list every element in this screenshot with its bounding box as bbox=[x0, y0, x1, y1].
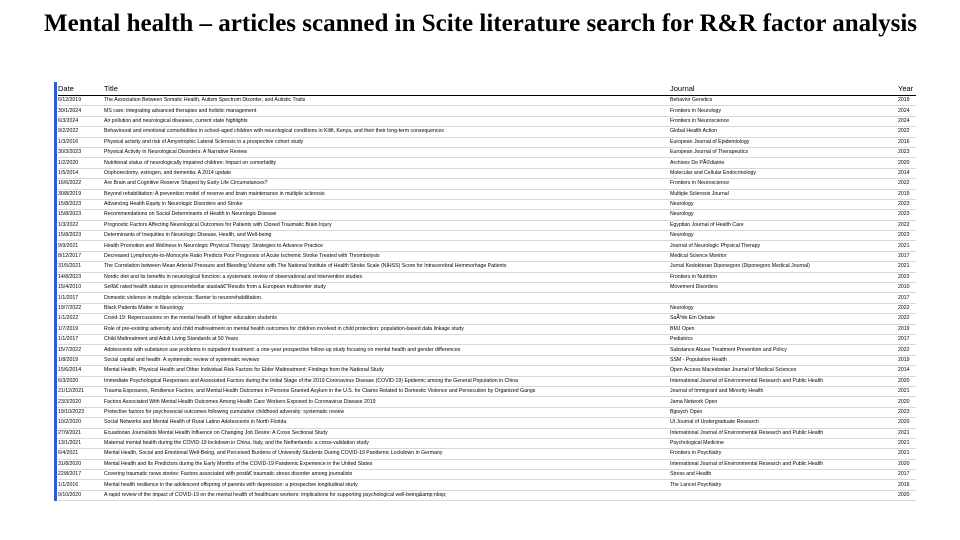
table-row bbox=[58, 470, 916, 480]
cell-year: 2020 bbox=[898, 376, 916, 386]
table-row bbox=[58, 480, 916, 490]
cell-year: 2022 bbox=[898, 127, 916, 137]
cell-year: 2014 bbox=[898, 168, 916, 178]
table-row bbox=[58, 96, 916, 106]
cell-title: Decreased Lymphocyte-to-Monocyte Ratio Predicts Poor Prognosis of Acute Ischemic Stroke Treated with Thrombolysis bbox=[104, 251, 670, 261]
cell-year: 2020 bbox=[898, 418, 916, 428]
cell-title: Advancing Health Equity in Neurologic Disorders and Stroke bbox=[104, 199, 670, 209]
cell-title: Mental Health and Its Predictors during the Early Months of the COVID-19 Pandemic Experience in the United States bbox=[104, 459, 670, 469]
cell-title: The Correlation between Mean Arterial Pressure and Bleeding Volume with The National Institute of Health Stroke Scale (NIHSS) Score for Intracerebral Hemmorhage Patients bbox=[104, 262, 670, 272]
cell-journal: European Journal of Therapeutics bbox=[670, 147, 898, 157]
table-row bbox=[58, 137, 916, 147]
slide-title: Mental health – articles scanned in Scite literature search for R&R factor analysis bbox=[44, 10, 918, 37]
cell-date: 1/1/2017 bbox=[58, 334, 104, 344]
cell-year: 2021 bbox=[898, 386, 916, 396]
cell-year: 2023 bbox=[898, 147, 916, 157]
cell-journal bbox=[670, 293, 898, 303]
cell-date: 15/6/2014 bbox=[58, 366, 104, 376]
cell-title: Social Networks and Mental Health of Rural Latino Adolescents in North Florida bbox=[104, 418, 670, 428]
cell-journal: Neurology bbox=[670, 231, 898, 241]
cell-year: 2016 bbox=[898, 137, 916, 147]
cell-date: 1/5/2014 bbox=[58, 168, 104, 178]
header-date: Date bbox=[58, 82, 104, 96]
articles-table bbox=[58, 82, 916, 501]
cell-year: 2023 bbox=[898, 407, 916, 417]
cell-year: 2017 bbox=[898, 293, 916, 303]
cell-journal: Substance Abuse Treatment Prevention and Policy bbox=[670, 345, 898, 355]
table-row bbox=[58, 158, 916, 168]
cell-year: 2020 bbox=[898, 490, 916, 500]
cell-title: Beyond rehabilitation: A prevention model of reserve and brain maintenance in multiple sclerosis bbox=[104, 189, 670, 199]
cell-date: 1/8/2019 bbox=[58, 355, 104, 365]
cell-year: 2021 bbox=[898, 438, 916, 448]
cell-year: 2022 bbox=[898, 345, 916, 355]
cell-year: 2010 bbox=[898, 283, 916, 293]
header-title: Title bbox=[104, 82, 670, 96]
cell-journal: Frontiers in Neuroscience bbox=[670, 116, 898, 126]
cell-year: 2024 bbox=[898, 106, 916, 116]
table-row bbox=[58, 386, 916, 396]
cell-date: 1/1/2022 bbox=[58, 314, 104, 324]
cell-journal: Bjpsych Open bbox=[670, 407, 898, 417]
cell-journal: Global Health Action bbox=[670, 127, 898, 137]
cell-title: The Association Between Somatic Health, Autism Spectrum Disorder, and Autistic Traits bbox=[104, 96, 670, 106]
cell-journal bbox=[670, 490, 898, 500]
table-row bbox=[58, 220, 916, 230]
table-row bbox=[58, 127, 916, 137]
table-row bbox=[58, 231, 916, 241]
cell-journal: Journal of Neurologic Physical Therapy bbox=[670, 241, 898, 251]
cell-title: Nutritional status of neurologically impaired children: Impact on comorbidity bbox=[104, 158, 670, 168]
cell-year: 2023 bbox=[898, 231, 916, 241]
table-row bbox=[58, 449, 916, 459]
cell-title: Ecuadorian Journalists Mental Health Influence on Changing Job Desire: A Cross Sectional Study bbox=[104, 428, 670, 438]
cell-journal: International Journal of Environmental Research and Public Health bbox=[670, 376, 898, 386]
cell-journal: SaÃºde Em Debate bbox=[670, 314, 898, 324]
cell-date: 15/8/2023 bbox=[58, 231, 104, 241]
cell-title: MS care: integrating advanced therapies and holistic management bbox=[104, 106, 670, 116]
cell-title: A rapid review of the impact of COVID-19 on the mental health of healthcare workers: implications for supporting psychological well-being&amp;nbsp; bbox=[104, 490, 670, 500]
cell-title: Immediate Psychological Responses and Associated Factors during the Initial Stage of the 2019 Coronavirus Disease (COVID-19) Epidemic among the General Population in China bbox=[104, 376, 670, 386]
cell-title: Covid-19: Repercussions on the mental health of higher education students bbox=[104, 314, 670, 324]
cell-title: Mental Health, Physical Health and Other Individual Risk Factors for Elder Maltreatment: Findings from the National Study bbox=[104, 366, 670, 376]
cell-date: 16/6/2022 bbox=[58, 179, 104, 189]
cell-date: 10/2/2020 bbox=[58, 418, 104, 428]
cell-year: 2023 bbox=[898, 210, 916, 220]
cell-title: Behavioural and emotional comorbidities in school-aged children with neurological conditions in Kilifi, Kenya, and their their long-term consequences bbox=[104, 127, 670, 137]
cell-title: Social capital and health: A systematic review of systematic reviews bbox=[104, 355, 670, 365]
cell-journal: Journal of Immigrant and Minority Health bbox=[670, 386, 898, 396]
cell-journal: Frontiers in Neurology bbox=[670, 106, 898, 116]
table-row bbox=[58, 272, 916, 282]
cell-title: Mental Health, Social and Emotional Well-Being, and Perceived Burdens of University Students During COVID-19 Pandemic Lockdown in Germany bbox=[104, 449, 670, 459]
cell-year: 2021 bbox=[898, 262, 916, 272]
header-year: Year bbox=[898, 82, 916, 96]
articles-table-container bbox=[54, 82, 919, 501]
table-row bbox=[58, 179, 916, 189]
cell-journal: Neurology bbox=[670, 210, 898, 220]
cell-journal: Stress and Health bbox=[670, 470, 898, 480]
table-row bbox=[58, 438, 916, 448]
cell-year: 2020 bbox=[898, 158, 916, 168]
cell-date: 15/8/2023 bbox=[58, 199, 104, 209]
cell-journal: Molecular and Cellular Endocrinology bbox=[670, 168, 898, 178]
cell-journal: Jama Network Open bbox=[670, 397, 898, 407]
cell-journal: BMJ Open bbox=[670, 324, 898, 334]
table-row bbox=[58, 116, 916, 126]
cell-year: 2019 bbox=[898, 96, 916, 106]
table-row bbox=[58, 210, 916, 220]
cell-date: 1/7/2019 bbox=[58, 324, 104, 334]
cell-title: Oophorectomy, estrogen, and dementia: A 2014 update bbox=[104, 168, 670, 178]
cell-date: 30/8/2019 bbox=[58, 189, 104, 199]
cell-year: 2019 bbox=[898, 355, 916, 365]
table-row bbox=[58, 168, 916, 178]
cell-date: 19/10/2023 bbox=[58, 407, 104, 417]
table-row bbox=[58, 490, 916, 500]
cell-title: Adolescents with substance use problems in outpatient treatment: a one-year prospective follow-up study focusing on mental health and gender differences bbox=[104, 345, 670, 355]
cell-journal: Frontiers in Psychiatry bbox=[670, 449, 898, 459]
cell-year: 2019 bbox=[898, 324, 916, 334]
cell-date: 31/5/2021 bbox=[58, 262, 104, 272]
cell-title: Trauma Exposures, Resilience Factors, and Mental Health Outcomes in Persons Granted Asylum in the U.S. for Claims Related to Domestic Violence and Persecution by Organized Gangs bbox=[104, 386, 670, 396]
table-row bbox=[58, 407, 916, 417]
cell-year: 2014 bbox=[898, 366, 916, 376]
cell-title: Maternal mental health during the COVID-19 lockdown in China, Italy, and the Netherlands: a cross-validation study bbox=[104, 438, 670, 448]
cell-journal: International Journal of Environmental Research and Public Health bbox=[670, 428, 898, 438]
cell-year: 2022 bbox=[898, 314, 916, 324]
table-row bbox=[58, 418, 916, 428]
cell-date: 14/8/2023 bbox=[58, 272, 104, 282]
cell-year: 2024 bbox=[898, 116, 916, 126]
table-row bbox=[58, 397, 916, 407]
cell-journal: Archives De PÃ©diatrie bbox=[670, 158, 898, 168]
table-row bbox=[58, 345, 916, 355]
cell-date: 9/10/2020 bbox=[58, 490, 104, 500]
cell-year: 2019 bbox=[898, 189, 916, 199]
cell-date: 1/3/2022 bbox=[58, 220, 104, 230]
table-row bbox=[58, 147, 916, 157]
cell-date: 19/7/2022 bbox=[58, 303, 104, 313]
table-row bbox=[58, 262, 916, 272]
table-header-row bbox=[58, 82, 916, 96]
cell-title: Domestic violence in multiple sclerosis: Barrier to neurorehabilitation. bbox=[104, 293, 670, 303]
cell-date: 13/1/2021 bbox=[58, 438, 104, 448]
cell-year: 2022 bbox=[898, 303, 916, 313]
cell-year: 2023 bbox=[898, 272, 916, 282]
cell-date: 6/3/2020 bbox=[58, 376, 104, 386]
cell-title: Role of pre-existing adversity and child maltreatment on mental health outcomes for children involved in child protection: population-based data linkage study bbox=[104, 324, 670, 334]
cell-year: 2017 bbox=[898, 334, 916, 344]
cell-date: 15/7/2022 bbox=[58, 345, 104, 355]
cell-date: 8/12/2017 bbox=[58, 251, 104, 261]
cell-year: 2022 bbox=[898, 220, 916, 230]
cell-year: 2017 bbox=[898, 251, 916, 261]
cell-title: Determinants of Inequities in Neurologic Disease, Health, and Well-being bbox=[104, 231, 670, 241]
cell-date: 23/3/2020 bbox=[58, 397, 104, 407]
cell-date: 6/4/2021 bbox=[58, 449, 104, 459]
table-row bbox=[58, 241, 916, 251]
cell-date: 9/2/2022 bbox=[58, 127, 104, 137]
table-row bbox=[58, 428, 916, 438]
cell-year: 2022 bbox=[898, 179, 916, 189]
cell-journal: Ul Journal of Undergraduate Research bbox=[670, 418, 898, 428]
cell-title: Selfâ€ rated health status in spinocerebellar ataxiaâ€"Results from a European multicenter study bbox=[104, 283, 670, 293]
cell-date: 1/3/2016 bbox=[58, 137, 104, 147]
cell-date: 31/8/2020 bbox=[58, 459, 104, 469]
cell-journal: Movement Disorders bbox=[670, 283, 898, 293]
cell-date: 1/1/2017 bbox=[58, 293, 104, 303]
cell-journal: International Journal of Environmental Research and Public Health bbox=[670, 459, 898, 469]
table-row bbox=[58, 459, 916, 469]
cell-journal: Frontiers in Nutrition bbox=[670, 272, 898, 282]
cell-title: Air pollution and neurological diseases, current state highlights bbox=[104, 116, 670, 126]
cell-year: 2020 bbox=[898, 459, 916, 469]
cell-title: Prognostic Factors Affecting Neurological Outcomes for Patients with Closed Traumatic Brain Injury bbox=[104, 220, 670, 230]
cell-year: 2017 bbox=[898, 470, 916, 480]
cell-title: Factors Associated With Mental Health Outcomes Among Health Care Workers Exposed to Coronavirus Disease 2019 bbox=[104, 397, 670, 407]
table-row bbox=[58, 199, 916, 209]
table-row bbox=[58, 303, 916, 313]
cell-title: Are Brain and Cognitive Reserve Shaped by Early Life Circumstances? bbox=[104, 179, 670, 189]
cell-title: Mental health resilience in the adolescent offspring of parents with depression: a prospective longitudinal study bbox=[104, 480, 670, 490]
cell-date: 22/8/2017 bbox=[58, 470, 104, 480]
cell-journal: Psychological Medicine bbox=[670, 438, 898, 448]
cell-journal: Multiple Sclerosis Journal bbox=[670, 189, 898, 199]
table-row bbox=[58, 355, 916, 365]
table-row bbox=[58, 251, 916, 261]
table-row bbox=[58, 189, 916, 199]
table-row bbox=[58, 366, 916, 376]
cell-title: Physical activity and risk of Amyotrophic Lateral Sclerosis in a prospective cohort study bbox=[104, 137, 670, 147]
cell-title: Protective factors for psychosocial outcomes following cumulative childhood adversity: systematic review bbox=[104, 407, 670, 417]
cell-title: Child Maltreatment and Adult Living Standards at 50 Years bbox=[104, 334, 670, 344]
cell-date: 6/12/2019 bbox=[58, 96, 104, 106]
cell-journal: Open Access Macedonian Journal of Medical Sciences bbox=[670, 366, 898, 376]
cell-journal: Pediatrics bbox=[670, 334, 898, 344]
table-row bbox=[58, 283, 916, 293]
cell-journal: Neurology bbox=[670, 199, 898, 209]
cell-journal: European Journal of Epidemiology bbox=[670, 137, 898, 147]
cell-date: 15/8/2023 bbox=[58, 210, 104, 220]
cell-journal: Jurnal Kedokteran Diponegoro (Diponegoro Medical Journal) bbox=[670, 262, 898, 272]
cell-date: 9/9/2021 bbox=[58, 241, 104, 251]
cell-date: 27/9/2021 bbox=[58, 428, 104, 438]
cell-date: 1/1/2016 bbox=[58, 480, 104, 490]
table-row bbox=[58, 334, 916, 344]
cell-year: 2023 bbox=[898, 199, 916, 209]
table-row bbox=[58, 314, 916, 324]
cell-year: 2021 bbox=[898, 241, 916, 251]
cell-journal: The Lancet Psychiatry bbox=[670, 480, 898, 490]
cell-journal: Medical Science Monitor bbox=[670, 251, 898, 261]
table-row bbox=[58, 106, 916, 116]
table-row bbox=[58, 324, 916, 334]
table-row bbox=[58, 376, 916, 386]
cell-journal: Neurology bbox=[670, 303, 898, 313]
cell-journal: Behavior Genetics bbox=[670, 96, 898, 106]
cell-year: 2021 bbox=[898, 449, 916, 459]
cell-title: Physical Activity in Neurological Disorders: A Narrative Review bbox=[104, 147, 670, 157]
cell-date: 6/3/2024 bbox=[58, 116, 104, 126]
cell-year: 2020 bbox=[898, 397, 916, 407]
cell-title: Recommendations on Social Determinants of Health in Neurologic Disease bbox=[104, 210, 670, 220]
cell-date: 21/12/2021 bbox=[58, 386, 104, 396]
cell-date: 1/2/2020 bbox=[58, 158, 104, 168]
cell-year: 2016 bbox=[898, 480, 916, 490]
header-journal: Journal bbox=[670, 82, 898, 96]
cell-journal: SSM - Population Health bbox=[670, 355, 898, 365]
cell-journal: Egyptian Journal of Health Care bbox=[670, 220, 898, 230]
cell-title: Covering traumatic news stories: Factors associated with postâ€ traumatic stress disorder among journalists bbox=[104, 470, 670, 480]
cell-date: 30/3/2023 bbox=[58, 147, 104, 157]
cell-title: Black Patients Matter in Neurology bbox=[104, 303, 670, 313]
cell-title: Nordic diet and its benefits in neurological function: a systematic review of observational and intervention studies bbox=[104, 272, 670, 282]
cell-title: Health Promotion and Wellness in Neurologic Physical Therapy: Strategies to Advance Practice bbox=[104, 241, 670, 251]
table-row bbox=[58, 293, 916, 303]
cell-date: 30/1/2024 bbox=[58, 106, 104, 116]
cell-date: 15/4/2010 bbox=[58, 283, 104, 293]
cell-journal: Frontiers in Neuroscience bbox=[670, 179, 898, 189]
cell-year: 2021 bbox=[898, 428, 916, 438]
